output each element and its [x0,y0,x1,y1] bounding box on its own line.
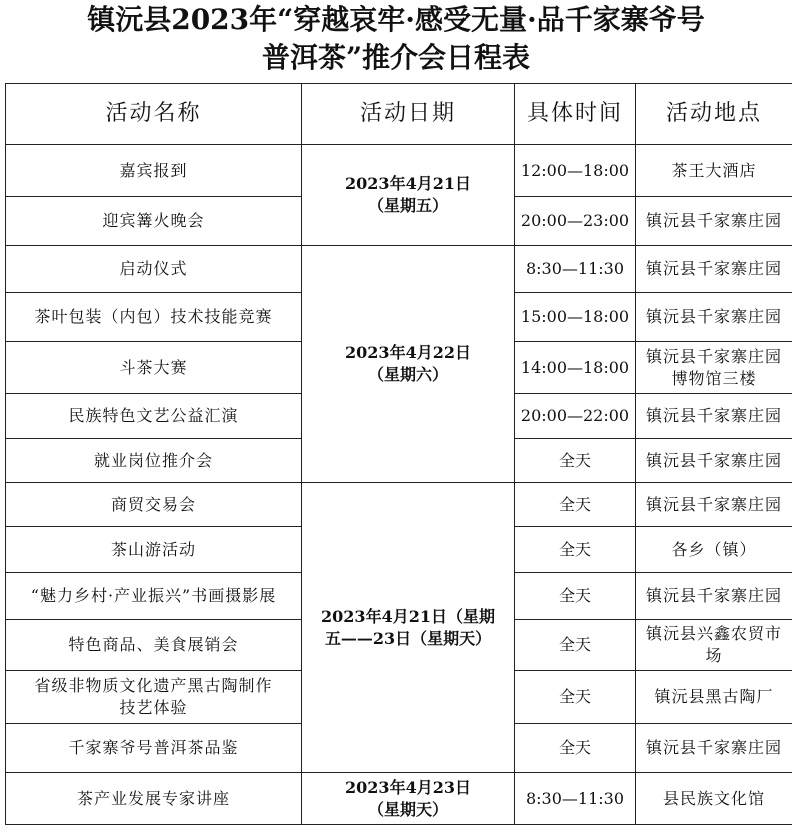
activity-time: 14:00—18:00 [515,342,636,394]
activity-place: 镇沅县千家寨庄园 [636,394,792,439]
date-line: 2023年4月21日（星期 [321,606,495,626]
name-line: 技艺体验 [119,698,188,717]
activity-place: 镇沅县千家寨庄园 [636,573,792,620]
activity-time: 20:00—22:00 [515,394,636,439]
activity-time: 全天 [515,527,636,573]
activity-date [302,483,515,773]
activity-time: 20:00—23:00 [515,197,636,246]
date-line: 五——23日（星期天） [324,628,492,648]
activity-place [636,342,792,394]
activity-name: 嘉宾报到 [6,145,302,197]
activity-date [302,145,515,246]
activity-time: 12:00—18:00 [515,145,636,197]
activity-place: 茶王大酒店 [636,145,792,197]
page-title-line2: 普洱茶”推介会日程表 [261,41,531,74]
activity-date [302,246,515,483]
activity-time: 8:30—11:30 [515,773,636,825]
activity-time: 全天 [515,573,636,620]
activity-time: 15:00—18:00 [515,293,636,342]
activity-name: “魅力乡村·产业振兴”书画摄影展 [6,573,302,620]
page-title-line1: 镇沅县2023年“穿越哀牢·感受无量·品千家寨爷号 [87,3,705,36]
activity-place: 镇沅县千家寨庄园 [636,483,792,527]
header-specific-time: 具体时间 [515,84,636,145]
header-activity-place: 活动地点 [636,84,792,145]
activity-place [636,620,792,671]
date-line: （星期天） [367,799,448,819]
table-row [6,145,792,197]
activity-time: 全天 [515,483,636,527]
table-row [6,773,792,825]
activity-time: 全天 [515,724,636,773]
activity-place: 镇沅县千家寨庄园 [636,197,792,246]
schedule-table [5,83,792,825]
activity-name: 就业岗位推介会 [6,439,302,483]
place-line: 镇沅县千家寨庄园 [645,346,782,366]
activity-place: 镇沅县千家寨庄园 [636,439,792,483]
activity-name [6,671,302,724]
activity-place: 县民族文化馆 [636,773,792,825]
activity-name: 迎宾篝火晚会 [6,197,302,246]
activity-time: 全天 [515,620,636,671]
date-line: （星期五） [367,196,448,215]
activity-name: 商贸交易会 [6,483,302,527]
activity-place: 各乡（镇） [636,527,792,573]
activity-place: 镇沅县千家寨庄园 [636,293,792,342]
activity-time: 全天 [515,439,636,483]
table-row [6,246,792,293]
place-line: 场 [705,646,723,665]
table-row [6,483,792,527]
date-line: 2023年4月21日 [345,174,471,193]
name-line: 省级非物质文化遗产黑古陶制作 [34,676,273,695]
header-activity-name: 活动名称 [6,84,302,145]
activity-name: 茶山游活动 [6,527,302,573]
activity-place: 镇沅县黑古陶厂 [636,671,792,724]
activity-name: 斗茶大赛 [6,342,302,394]
activity-name: 茶产业发展专家讲座 [6,773,302,825]
activity-time: 8:30—11:30 [515,246,636,293]
header-activity-date: 活动日期 [302,84,515,145]
activity-name: 茶叶包装（内包）技术技能竞赛 [6,293,302,342]
activity-name: 特色商品、美食展销会 [6,620,302,671]
activity-place: 镇沅县千家寨庄园 [636,246,792,293]
place-line: 镇沅县兴鑫农贸市 [645,624,782,643]
activity-name: 千家寨爷号普洱茶品鉴 [6,724,302,773]
table-header-row [6,84,792,145]
activity-time: 全天 [515,671,636,724]
activity-date [302,773,515,825]
date-line: 2023年4月23日 [345,777,471,797]
activity-name: 启动仪式 [6,246,302,293]
activity-name: 民族特色文艺公益汇演 [6,394,302,439]
place-line: 博物馆三楼 [671,368,757,388]
date-line: （星期六） [367,365,448,384]
date-line: 2023年4月22日 [345,343,471,362]
activity-place: 镇沅县千家寨庄园 [636,724,792,773]
